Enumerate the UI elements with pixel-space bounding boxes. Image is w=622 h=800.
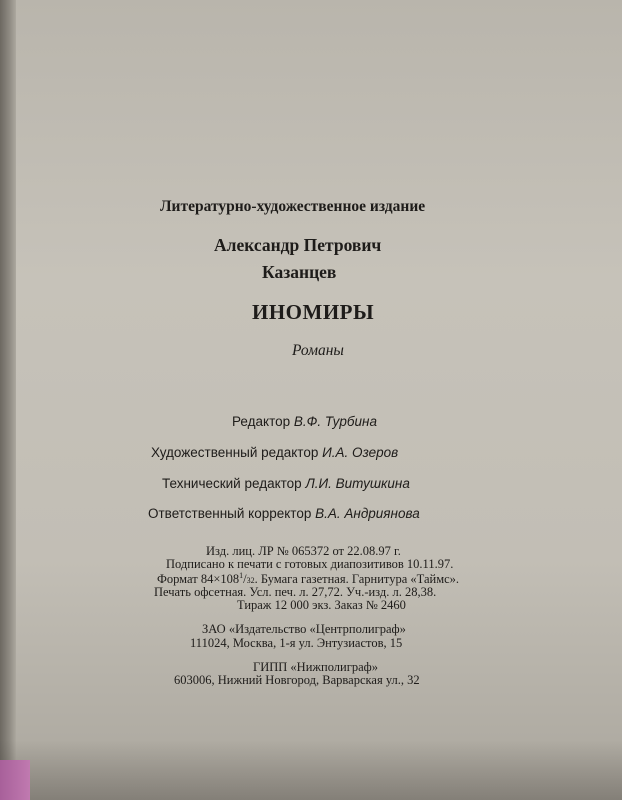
book-title: ИНОМИРЫ (252, 300, 375, 324)
printer-name: ГИПП «Нижполиграф» (253, 660, 379, 674)
edition-type: Литературно-художественное издание (160, 198, 426, 215)
author-first-names: Александр Петрович (214, 235, 382, 255)
run-line: Тираж 12 000 экз. Заказ № 2460 (237, 598, 406, 612)
printer-address: 603006, Нижний Новгород, Варварская ул., 32 (174, 673, 420, 687)
format-superscript: 1 (239, 571, 244, 580)
credit-proofreader (148, 506, 420, 521)
credit-art-editor (151, 445, 398, 460)
book-page (14, 0, 622, 800)
format-paper: . Бумага газетная. Гарнитура «Таймс». (254, 572, 460, 587)
credit-role: Ответственный корректор (148, 506, 312, 521)
print-line: Печать офсетная. Усл. печ. л. 27,72. Уч.-изд. л. 28,38. (154, 585, 437, 599)
format-text: Формат 84×108 (157, 572, 240, 587)
credit-person: В.А. Андриянова (315, 506, 420, 521)
credit-tech-editor (162, 476, 410, 491)
publisher-address: 111024, Москва, 1-я ул. Энтузиастов, 15 (190, 636, 403, 650)
publisher-name: ЗАО «Издательство «Центрполиграф» (202, 622, 406, 636)
book-genre: Романы (292, 342, 344, 359)
author-surname: Казанцев (262, 262, 337, 282)
credit-editor (232, 414, 377, 429)
credit-person: В.Ф. Турбина (293, 414, 377, 429)
license-line: Изд. лиц. ЛР № 065372 от 22.08.97 г. (206, 544, 401, 558)
credit-person: И.А. Озеров (322, 445, 399, 460)
signed-line: Подписано к печати с готовых диапозитивов 10.11.97. (166, 557, 454, 571)
format-subscript: 32 (246, 576, 255, 586)
credit-role: Редактор (232, 414, 291, 429)
credit-person: Л.И. Витушкина (305, 476, 410, 491)
format-slash: / (243, 572, 247, 587)
credit-role: Технический редактор (162, 476, 302, 491)
credit-role: Художественный редактор (151, 445, 319, 460)
